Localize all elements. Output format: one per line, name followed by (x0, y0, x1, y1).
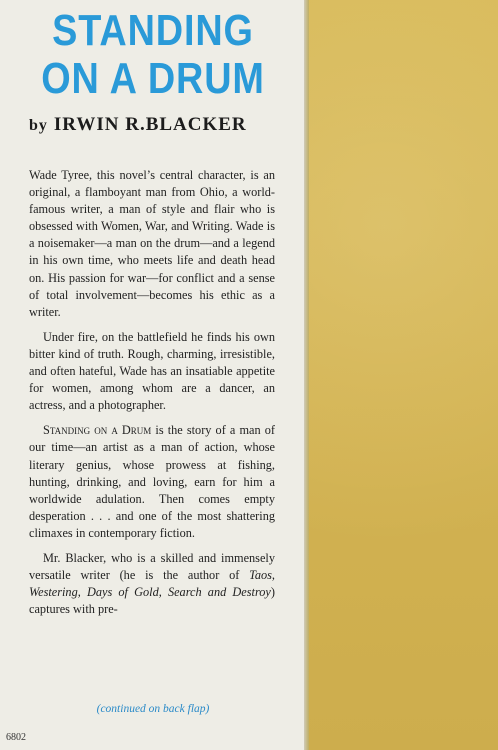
book-title-line-2: ON A DRUM (41, 54, 265, 103)
byline-prefix: by (29, 117, 48, 134)
paragraph-3-text: is the story of a man of our time—an artist as a man of action, whose literary genius, whose prowess at fishing, hunting, drinking, and loving, earn for him a worldwide adulation. Then comes empty desperation . . . and one of the most shattering climaxes in contemporary fiction. (29, 423, 275, 540)
paragraph-2: Under fire, on the battlefield he finds his own bitter kind of truth. Rough, charming, irresistible, and often hateful, Wade has an insatiable appetite for women, among whom are a dancer, an actress, and a photographer. (29, 329, 275, 413)
paragraph-4 (29, 550, 275, 618)
cover-board (309, 0, 498, 750)
paragraph-1: Wade Tyree, this novel’s central character, is an original, a flamboyant man from Ohio, a world-famous writer, a man of style and flair who is obsessed with Women, War, and Writing. Wade is a noisemaker—a man on the drum—and a legend in his own time, who meets life and death head on. His passion for war—for conflict and a sense of total involvement—becomes his ethic as a writer. (29, 168, 275, 319)
paragraph-4-titles: Taos, Westering, Days of Gold, Search and Destroy (29, 568, 275, 600)
book-title-line-1: STANDING (52, 6, 254, 55)
paragraph-4-end: ) captures with pre- (29, 585, 275, 617)
author-byline (29, 114, 247, 136)
paragraph-4-start: Mr. Blacker, who is a skilled and immensely versatile writer (he is the author of (29, 550, 275, 583)
flap-copy (29, 167, 275, 626)
paragraph-3 (29, 422, 275, 542)
paragraph-3-book-title: Standing on a Drum (43, 423, 152, 438)
flap-code: 6802 (6, 732, 26, 743)
continued-note: (continued on back flap) (96, 703, 210, 715)
author-name: IRWIN R.BLACKER (53, 114, 247, 135)
